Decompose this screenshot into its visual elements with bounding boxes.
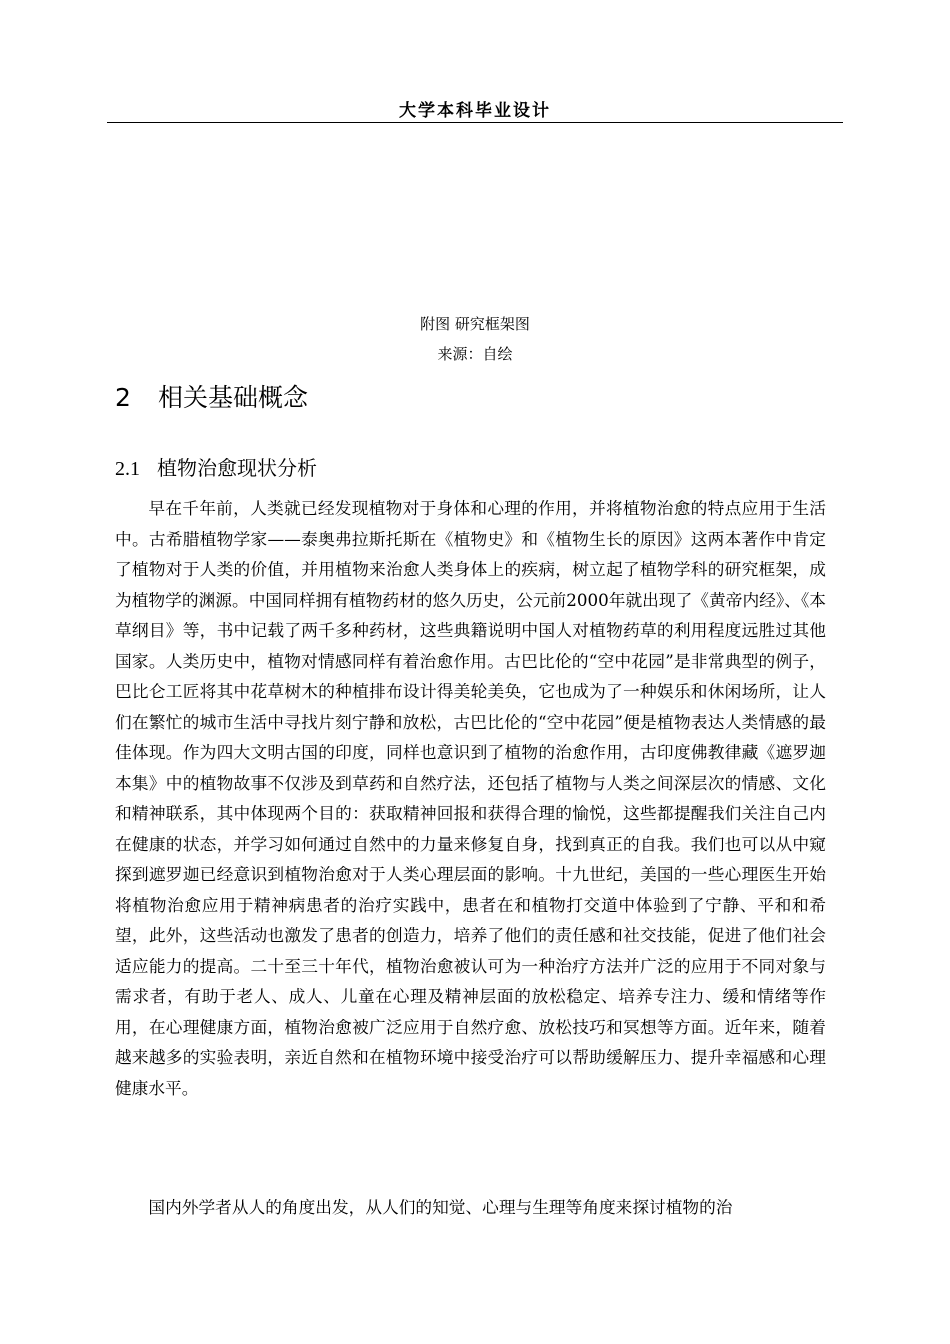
section-title: 相关基础概念: [158, 383, 309, 412]
subsection-number: 2.1: [115, 458, 140, 480]
body-paragraph: 早在千年前，人类就已经发现植物对于身体和心理的作用，并将植物治愈的特点应用于生活中。古希腊植物学家——泰奥弗拉斯托斯在《植物史》和《植物生长的原因》这两本著作中肯定了植物对于人类的价值，并用植物来治愈人类身体上的疾病，树立起了植物学科的研究框架，成为植物学的渊源。中国同样拥有植物药材的悠久历史，公元前2000年就出现了《黄帝内经》、《本草纲目》等，书中记载了两千多种药材，这些典籍说明中国人对植物药草的利用程度远胜过其他国家。人类历史中，植物对情感同样有着治愈作用。古巴比伦的“空中花园”是非常典型的例子，巴比仑工匠将其中花草树木的种植排布设计得美轮美奂，它也成为了一种娱乐和休闲场所，让人们在繁忙的城市生活中寻找片刻宁静和放松，古巴比伦的“空中花园”便是植物表达人类情感的最佳体现。作为四大文明古国的印度，同样也意识到了植物的治愈作用，古印度佛教律藏《遮罗迦本集》中的植物故事不仅涉及到草药和自然疗法，还包括了植物与人类之间深层次的情感、文化和精神联系，其中体现两个目的：获取精神回报和获得合理的愉悦，这些都提醒我们关注自己内在健康的状态，并学习如何通过自然中的力量来修复自身，找到真正的自我。我们也可以从中窥探到遮罗迦已经意识到植物治愈对于人类心理层面的影响。十九世纪，美国的一些心理医生开始将植物治愈应用于精神病患者的治疗实践中，患者在和植物打交道中体验到了宁静、平和和希望，此外，这些活动也激发了患者的创造力，培养了他们的责任感和社交技能，促进了他们社会适应能力的提高。二十至三十年代，植物治愈被认可为一种治疗方法并广泛的应用于不同对象与需求者，有助于老人、成人、儿童在心理及精神层面的放松稳定、培养专注力、缓和情绪等作用，在心理健康方面，植物治愈被广泛应用于自然疗愈、放松技巧和冥想等方面。近年来，随着越来越多的实验表明，亲近自然和在植物环境中接受治疗可以帮助缓解压力、提升幸福感和心理健康水平。: [115, 498, 826, 1098]
body-paragraph: 国内外学者从人的角度出发，从人们的知觉、心理与生理等角度来探讨植物的治: [148, 1197, 733, 1217]
section-heading: [115, 378, 308, 414]
subsection-title: 植物治愈现状分析: [157, 456, 317, 480]
figure-caption: 附图 研究框架图: [420, 315, 530, 333]
document-header-title: 大学本科毕业设计: [399, 101, 551, 121]
section-number: 2: [115, 383, 131, 412]
figure-source: 来源：自绘: [437, 345, 513, 363]
header-divider: [107, 122, 843, 123]
subsection-heading: [115, 452, 317, 481]
